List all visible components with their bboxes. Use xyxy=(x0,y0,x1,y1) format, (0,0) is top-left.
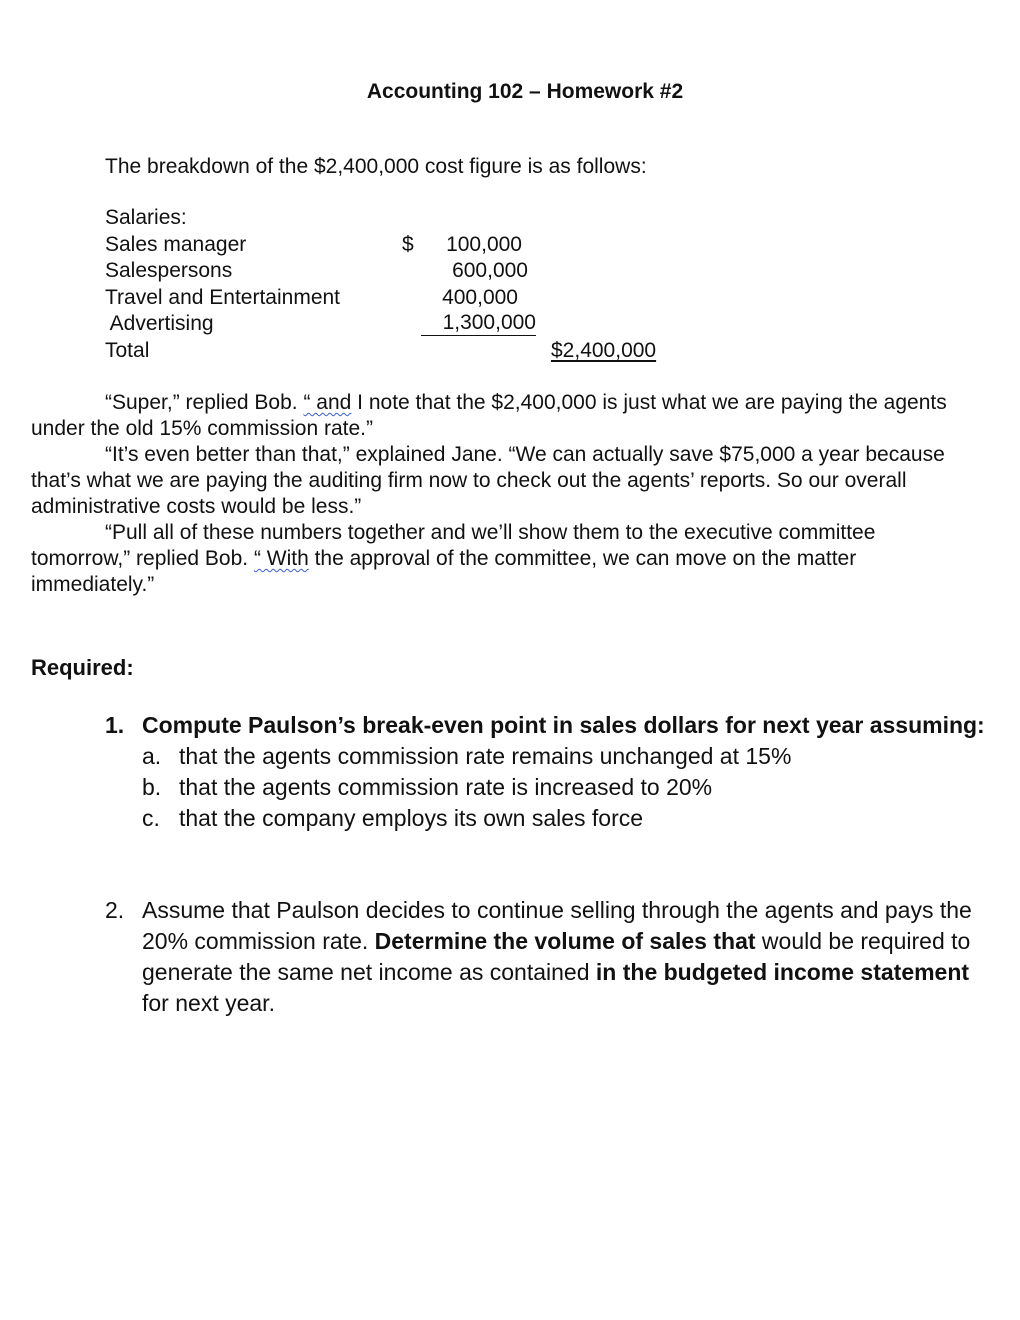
cost-label: Sales manager xyxy=(105,232,247,256)
sub-item-text: that the agents commission rate is increased to 20% xyxy=(179,774,713,800)
question-1 xyxy=(105,710,995,834)
cost-amount: 100,000 xyxy=(446,232,522,256)
question-text xyxy=(142,895,995,1019)
cost-amount: 400,000 xyxy=(442,285,518,309)
cost-amount: 1,300,000 xyxy=(421,311,536,336)
question-number: 2. xyxy=(105,897,125,923)
paragraph-text: “Pull all of these numbers together and we’ll show them to the executive committee tomorrow,” replied Bob. xyxy=(31,521,876,570)
paragraph-text: the approval of the committee, we can move on the matter immediately.” xyxy=(31,547,857,596)
intro-text: The breakdown of the $2,400,000 cost figure is as follows: xyxy=(105,155,647,178)
sub-item-letter: a. xyxy=(142,743,162,769)
paragraph-bob-closing xyxy=(31,520,971,598)
question-text-part: would be required to generate the same net income as contained xyxy=(142,928,971,985)
sub-item-b xyxy=(142,772,995,803)
sub-item-text: that the agents commission rate remains unchanged at 15% xyxy=(179,743,792,769)
sub-item-letter: b. xyxy=(142,774,162,800)
cost-label: Travel and Entertainment xyxy=(105,285,341,309)
paragraph-text: “Super,” replied Bob. xyxy=(105,391,304,414)
paragraph-bob-reply xyxy=(31,390,971,442)
spellcheck-flagged-text: “ and xyxy=(303,391,352,414)
question-text-bold: Determine the volume of sales that xyxy=(374,928,756,954)
question-text-part: Assume that Paulson decides to continue selling through the agents and pays the 20% commission rate. xyxy=(142,897,972,954)
total-label: Total xyxy=(105,338,150,362)
question-text: Compute Paulson’s break-even point in sales dollars for next year assuming: xyxy=(142,712,985,738)
sub-item-text: that the company employs its own sales force xyxy=(179,805,644,831)
required-heading: Required: xyxy=(31,655,134,680)
sub-item-list xyxy=(142,741,995,834)
cost-amount: 600,000 xyxy=(452,259,528,282)
question-text-part: for next year. xyxy=(142,990,275,1016)
sub-item-a xyxy=(142,741,995,772)
paragraph-jane-reply: “It’s even better than that,” explained Jane. “We can actually save $75,000 a year because that’s what we are paying the auditing firm now to check out the agents’ reports. So our overall administrative costs would be less.” xyxy=(31,443,945,518)
spellcheck-flagged-text: “ With xyxy=(253,547,309,570)
page-title: Accounting 102 – Homework #2 xyxy=(366,80,684,103)
sub-item-letter: c. xyxy=(142,805,160,831)
sub-item-c xyxy=(142,803,995,834)
dollar-sign: $ xyxy=(402,232,414,256)
total-amount: $2,400,000 xyxy=(551,338,657,362)
cost-label: Advertising xyxy=(105,312,214,335)
question-2 xyxy=(105,895,995,1019)
question-text-bold: in the budgeted income statement xyxy=(595,959,970,985)
question-number: 1. xyxy=(105,712,125,738)
paragraph-text: I note that the $2,400,000 is just what we are paying the agents under the old 15% commission rate.” xyxy=(31,391,947,440)
cost-label: Salespersons xyxy=(105,259,233,282)
salaries-heading: Salaries: xyxy=(105,206,187,229)
